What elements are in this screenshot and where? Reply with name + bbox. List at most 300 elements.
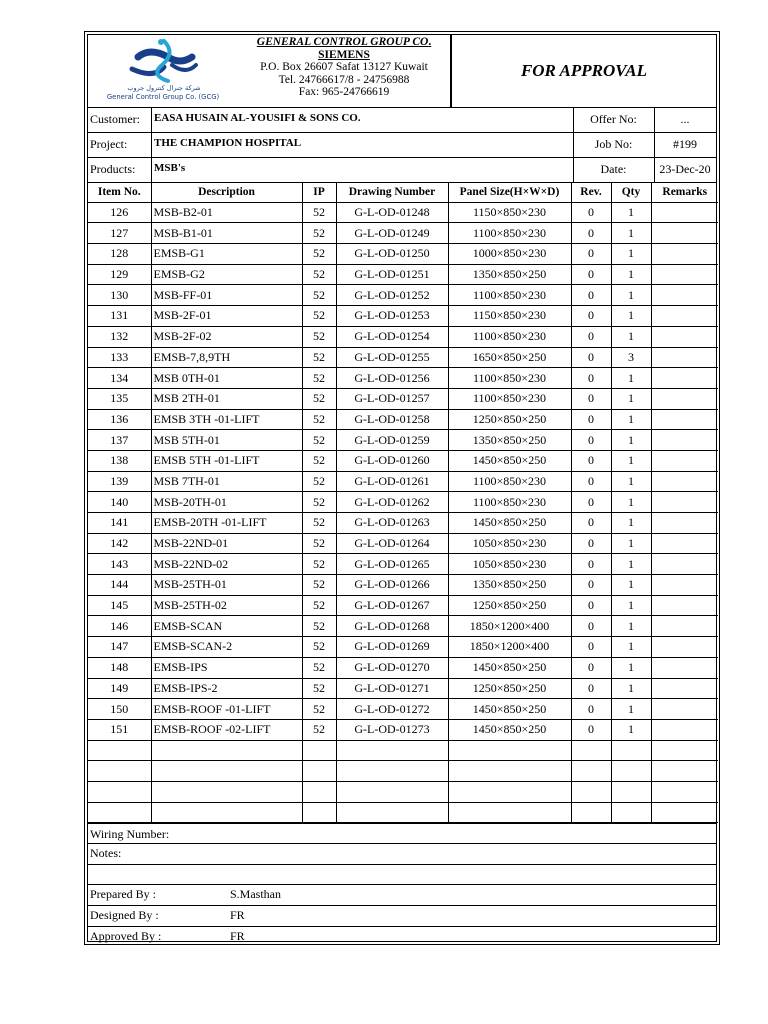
remarks-cell [651,802,718,823]
table-row [88,575,718,596]
table-row [88,326,718,347]
table-row [88,223,718,244]
rev-cell: 0 [571,347,611,368]
rev-cell: 0 [571,388,611,409]
ip-cell: 52 [302,678,336,699]
remarks-cell [651,637,718,658]
drawing-number-cell: G-L-OD-01251 [336,264,448,285]
description-cell: EMSB-20TH -01-LIFT [151,513,302,534]
item-no-cell [88,802,151,823]
qty-cell: 1 [611,223,651,244]
description-cell [151,781,302,802]
panel-size-cell: 1100×850×230 [448,285,571,306]
drawing-number-cell: G-L-OD-01272 [336,699,448,720]
qty-cell: 1 [611,326,651,347]
rev-cell: 0 [571,368,611,389]
products-label: Products: [90,162,136,176]
table-row [88,802,718,823]
panel-size-cell: 1050×850×230 [448,533,571,554]
drawing-number-cell: G-L-OD-01259 [336,430,448,451]
drawing-number-cell: G-L-OD-01267 [336,595,448,616]
remarks-cell [651,533,718,554]
qty-cell: 1 [611,471,651,492]
project-value: THE CHAMPION HOSPITAL [154,137,302,149]
partner-name: SIEMENS [318,48,370,61]
ip-cell [302,781,336,802]
document-header [88,35,716,108]
drawing-number-cell: G-L-OD-01270 [336,657,448,678]
rev-cell: 0 [571,223,611,244]
qty-cell: 1 [611,264,651,285]
description-cell: MSB 0TH-01 [151,368,302,389]
description-cell: MSB 7TH-01 [151,471,302,492]
description-cell: MSB 5TH-01 [151,430,302,451]
description-cell: MSB-B1-01 [151,223,302,244]
qty-cell: 3 [611,347,651,368]
qty-cell: 1 [611,533,651,554]
panel-size-cell: 1050×850×230 [448,554,571,575]
rev-cell: 0 [571,513,611,534]
rev-cell: 0 [571,285,611,306]
qty-cell: 1 [611,244,651,265]
item-no-cell: 151 [88,719,151,740]
remarks-cell [651,450,718,471]
panel-size-cell: 1450×850×250 [448,657,571,678]
date-label: Date: [600,162,627,176]
panel-size-cell: 1100×850×230 [448,492,571,513]
panel-size-cell: 1350×850×250 [448,430,571,451]
rev-cell: 0 [571,719,611,740]
remarks-cell [651,285,718,306]
table-row [88,492,718,513]
drawing-number-cell [336,761,448,782]
ip-cell: 52 [302,388,336,409]
approval-status: FOR APPROVAL [450,35,716,107]
drawing-number-cell [336,781,448,802]
ip-cell: 52 [302,471,336,492]
qty-cell: 1 [611,306,651,327]
rev-cell: 0 [571,575,611,596]
ip-cell: 52 [302,533,336,554]
description-cell: MSB 2TH-01 [151,388,302,409]
remarks-cell [651,575,718,596]
item-no-cell: 136 [88,409,151,430]
remarks-cell [651,678,718,699]
panel-size-cell: 1850×1200×400 [448,637,571,658]
item-no-cell: 134 [88,368,151,389]
table-row [88,409,718,430]
description-cell: EMSB-IPS [151,657,302,678]
panel-size-cell [448,740,571,761]
description-cell: MSB-2F-02 [151,326,302,347]
panel-size-cell: 1150×850×230 [448,306,571,327]
ip-cell: 52 [302,409,336,430]
table-row [88,202,718,223]
drawing-number-cell: G-L-OD-01271 [336,678,448,699]
table-header-row [88,182,718,202]
table-row [88,306,718,327]
ip-cell: 52 [302,306,336,327]
column-header-panel-size: Panel Size(H×W×D) [448,182,571,202]
company-fax: Fax: 965-24766619 [298,86,390,98]
customer-label: Customer: [90,112,140,126]
qty-cell: 1 [611,450,651,471]
approved-by-value: FR [230,929,245,943]
item-no-cell [88,740,151,761]
qty-cell: 1 [611,637,651,658]
ip-cell: 52 [302,202,336,223]
panel-size-cell: 1100×850×230 [448,388,571,409]
rev-cell: 0 [571,533,611,554]
ip-cell: 52 [302,492,336,513]
drawing-number-cell: G-L-OD-01260 [336,450,448,471]
table-row [88,616,718,637]
ip-cell: 52 [302,554,336,575]
item-no-cell: 130 [88,285,151,306]
drawing-number-cell: G-L-OD-01249 [336,223,448,244]
logo-english-text: General Control Group Co. (GCG) [106,93,220,101]
qty-cell [611,781,651,802]
rev-cell: 0 [571,699,611,720]
description-cell: MSB-20TH-01 [151,492,302,513]
description-cell: MSB-2F-01 [151,306,302,327]
ip-cell: 52 [302,368,336,389]
remarks-cell [651,699,718,720]
panel-size-cell: 1450×850×250 [448,699,571,720]
description-cell: EMSB-G1 [151,244,302,265]
panel-size-cell: 1150×850×230 [448,202,571,223]
qty-cell: 1 [611,657,651,678]
rev-cell: 0 [571,244,611,265]
remarks-cell [651,554,718,575]
gcg-logo-icon [88,35,238,85]
remarks-cell [651,781,718,802]
remarks-cell [651,223,718,244]
offer-label: Offer No: [590,112,637,126]
description-cell [151,740,302,761]
rev-cell: 0 [571,637,611,658]
rev-cell [571,802,611,823]
table-row [88,637,718,658]
drawing-number-cell [336,802,448,823]
ip-cell: 52 [302,657,336,678]
remarks-cell [651,492,718,513]
qty-cell [611,802,651,823]
item-no-cell: 143 [88,554,151,575]
drawing-number-cell: G-L-OD-01253 [336,306,448,327]
column-header-rev: Rev. [571,182,611,202]
drawing-number-cell: G-L-OD-01248 [336,202,448,223]
qty-cell: 1 [611,678,651,699]
ip-cell: 52 [302,513,336,534]
ip-cell: 52 [302,637,336,658]
date-value: 23-Dec-20 [659,162,711,176]
rev-cell: 0 [571,554,611,575]
table-row [88,719,718,740]
remarks-cell [651,244,718,265]
rev-cell: 0 [571,430,611,451]
ip-cell: 52 [302,450,336,471]
item-no-cell: 138 [88,450,151,471]
logo-arabic-text: شركة جنرال كنترول جروب [127,84,201,92]
description-cell: EMSB-ROOF -01-LIFT [151,699,302,720]
table-row [88,533,718,554]
designed-by-label: Designed By : [90,908,159,922]
drawing-number-cell: G-L-OD-01264 [336,533,448,554]
drawing-number-cell: G-L-OD-01258 [336,409,448,430]
job-value: #199 [673,137,697,151]
remarks-cell [651,430,718,451]
ip-cell: 52 [302,285,336,306]
column-header-qty: Qty [611,182,651,202]
drawing-number-cell: G-L-OD-01257 [336,388,448,409]
ip-cell [302,802,336,823]
qty-cell: 1 [611,719,651,740]
description-cell: MSB-22ND-02 [151,554,302,575]
products-row [88,157,716,183]
remarks-cell [651,616,718,637]
panel-size-cell: 1450×850×250 [448,450,571,471]
ip-cell: 52 [302,430,336,451]
rev-cell: 0 [571,657,611,678]
drawing-number-cell: G-L-OD-01256 [336,368,448,389]
notes-label: Notes: [90,846,122,860]
wiring-number-label: Wiring Number: [90,827,170,841]
item-no-cell: 148 [88,657,151,678]
panel-size-cell: 1100×850×230 [448,326,571,347]
wiring-number-row [88,822,716,844]
remarks-cell [651,264,718,285]
rev-cell: 0 [571,264,611,285]
table-row [88,450,718,471]
table-row [88,657,718,678]
ip-cell [302,740,336,761]
remarks-cell [651,657,718,678]
company-logo [88,35,238,107]
remarks-cell [651,202,718,223]
designed-by-value: FR [230,908,245,922]
item-no-cell: 137 [88,430,151,451]
remarks-cell [651,347,718,368]
ip-cell: 52 [302,244,336,265]
drawing-number-cell: G-L-OD-01265 [336,554,448,575]
rev-cell: 0 [571,492,611,513]
notes-row [88,843,716,865]
qty-cell: 1 [611,575,651,596]
approved-by-label: Approved By : [90,929,162,943]
drawing-number-cell: G-L-OD-01266 [336,575,448,596]
rev-cell: 0 [571,471,611,492]
rev-cell: 0 [571,595,611,616]
column-header-item-no: Item No. [88,182,151,202]
remarks-cell [651,740,718,761]
description-cell: MSB-22ND-01 [151,533,302,554]
item-no-cell: 141 [88,513,151,534]
qty-cell: 1 [611,513,651,534]
rev-cell: 0 [571,450,611,471]
table-row [88,388,718,409]
panel-size-cell: 1450×850×250 [448,513,571,534]
table-row [88,740,718,761]
rev-cell: 0 [571,306,611,327]
products-value: MSB's [154,162,186,174]
project-label: Project: [90,137,128,151]
table-row [88,554,718,575]
drawing-number-cell: G-L-OD-01268 [336,616,448,637]
qty-cell: 1 [611,202,651,223]
table-row [88,430,718,451]
item-no-cell: 132 [88,326,151,347]
approved-by-row [88,926,716,947]
table-row [88,781,718,802]
project-row [88,132,716,158]
item-no-cell: 146 [88,616,151,637]
panel-size-cell: 1100×850×230 [448,471,571,492]
drawing-number-cell [336,740,448,761]
offer-value: ... [680,112,690,126]
column-header-drawing-number: Drawing Number [336,182,448,202]
table-row [88,264,718,285]
ip-cell: 52 [302,575,336,596]
document-frame [87,34,717,942]
item-no-cell: 145 [88,595,151,616]
drawing-number-cell: G-L-OD-01252 [336,285,448,306]
rev-cell: 0 [571,678,611,699]
item-no-cell: 133 [88,347,151,368]
table-body [88,202,718,823]
table-row [88,244,718,265]
panel-size-cell: 1100×850×230 [448,223,571,244]
description-cell: EMSB-IPS-2 [151,678,302,699]
remarks-cell [651,595,718,616]
description-cell [151,802,302,823]
rev-cell [571,740,611,761]
drawing-number-cell: G-L-OD-01250 [336,244,448,265]
customer-value: EASA HUSAIN AL-YOUSIFI & SONS CO. [154,112,361,124]
table-row [88,285,718,306]
qty-cell: 1 [611,430,651,451]
rev-cell [571,781,611,802]
drawing-number-cell: G-L-OD-01254 [336,326,448,347]
item-no-cell: 144 [88,575,151,596]
drawing-number-cell: G-L-OD-01273 [336,719,448,740]
column-header-description: Description [151,182,302,202]
description-cell: EMSB-SCAN [151,616,302,637]
prepared-by-label: Prepared By : [90,887,156,901]
item-no-cell: 128 [88,244,151,265]
description-cell: MSB-FF-01 [151,285,302,306]
job-label: Job No: [594,137,633,151]
company-tel: Tel. 24766617/8 - 24756988 [278,73,410,86]
panel-size-cell: 1350×850×250 [448,575,571,596]
document-sheet [84,31,720,945]
drawing-number-cell: G-L-OD-01261 [336,471,448,492]
item-no-cell: 150 [88,699,151,720]
table-row [88,761,718,782]
item-no-cell: 127 [88,223,151,244]
item-no-cell: 131 [88,306,151,327]
item-no-cell [88,781,151,802]
item-no-cell: 142 [88,533,151,554]
items-table [88,182,718,823]
qty-cell: 1 [611,409,651,430]
ip-cell: 52 [302,719,336,740]
panel-size-cell: 1000×850×230 [448,244,571,265]
remarks-cell [651,326,718,347]
panel-size-cell: 1100×850×230 [448,368,571,389]
drawing-number-cell: G-L-OD-01255 [336,347,448,368]
column-header-remarks: Remarks [651,182,718,202]
designed-by-row [88,905,716,927]
ip-cell: 52 [302,264,336,285]
table-row [88,595,718,616]
ip-cell: 52 [302,699,336,720]
qty-cell: 1 [611,388,651,409]
remarks-cell [651,761,718,782]
panel-size-cell: 1450×850×250 [448,719,571,740]
qty-cell: 1 [611,368,651,389]
table-row [88,368,718,389]
company-name: GENERAL CONTROL GROUP CO. [256,36,432,48]
item-no-cell: 140 [88,492,151,513]
prepared-by-row [88,884,716,906]
remarks-cell [651,409,718,430]
description-cell: EMSB-G2 [151,264,302,285]
qty-cell: 1 [611,616,651,637]
panel-size-cell [448,802,571,823]
ip-cell: 52 [302,326,336,347]
table-row [88,347,718,368]
qty-cell: 1 [611,699,651,720]
customer-row [88,107,716,133]
table-row [88,678,718,699]
panel-size-cell: 1350×850×250 [448,264,571,285]
qty-cell [611,761,651,782]
rev-cell: 0 [571,409,611,430]
description-cell: EMSB-SCAN-2 [151,637,302,658]
drawing-number-cell: G-L-OD-01262 [336,492,448,513]
remarks-cell [651,719,718,740]
description-cell: EMSB-7,8,9TH [151,347,302,368]
item-no-cell: 126 [88,202,151,223]
description-cell: EMSB 5TH -01-LIFT [151,450,302,471]
qty-cell [611,740,651,761]
description-cell: MSB-B2-01 [151,202,302,223]
remarks-cell [651,513,718,534]
drawing-number-cell: G-L-OD-01269 [336,637,448,658]
qty-cell: 1 [611,492,651,513]
ip-cell: 52 [302,223,336,244]
description-cell [151,761,302,782]
ip-cell [302,761,336,782]
panel-size-cell [448,761,571,782]
panel-size-cell: 1250×850×250 [448,678,571,699]
blank-row [88,864,716,885]
ip-cell: 52 [302,616,336,637]
qty-cell: 1 [611,285,651,306]
item-no-cell: 135 [88,388,151,409]
qty-cell: 1 [611,554,651,575]
drawing-number-cell: G-L-OD-01263 [336,513,448,534]
item-no-cell: 147 [88,637,151,658]
remarks-cell [651,471,718,492]
ip-cell: 52 [302,595,336,616]
column-header-ip: IP [302,182,336,202]
rev-cell: 0 [571,616,611,637]
item-no-cell [88,761,151,782]
table-row [88,471,718,492]
prepared-by-value: S.Masthan [230,887,281,901]
